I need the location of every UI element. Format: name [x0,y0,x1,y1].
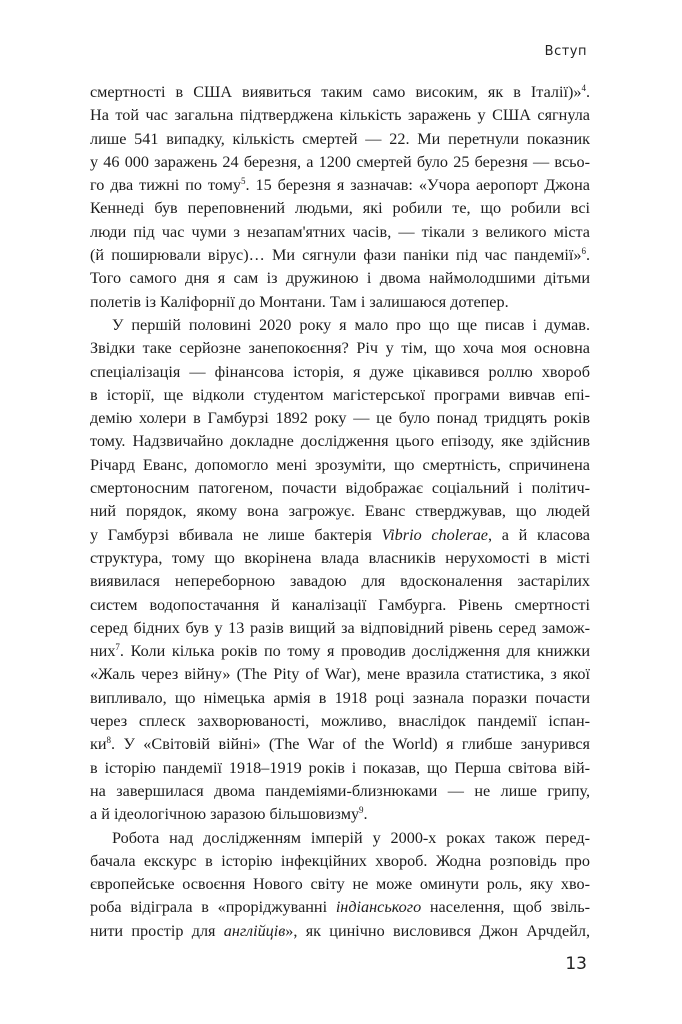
paragraph [90,827,590,943]
text-line: Звідки таке серйозне занепокоєння? Річ у тім, що хоча моя основна [90,339,590,358]
text-line: го два тижні по тому$^5$. 15 березня я зазначав: «Учора аеропорт Джона [90,176,590,195]
text-line: тому. Надзвичайно докладне дослідження цього епізоду, яке здійснив [90,432,590,451]
text-line: в історію пандемії 1918–1919 років і показав, що Перша світова вій- [90,758,590,777]
italic-term: Vibrio cholerae [381,525,488,544]
footnote-ref: 9 [359,805,364,816]
text-line: полетів із Каліфорнії до Монтани. Там і залишаюся дотепер. [90,292,509,311]
text-line: «Жаль через війну» (The Pity of War), мене вразила статистика, з якої [90,665,590,684]
text-line: бачала екскурс в історію інфекційних хвороб. Жодна розповідь про [90,851,590,870]
text-line: У першій половині 2020 року я мало про що ще писав і думав. [112,315,590,334]
text-line: роба відіграла в «проріджуванні індіанського населення, щоб звіль- [90,898,590,917]
text-line: на завершилася двома пандеміями-близнюками — не лише грипу, [90,781,590,800]
text-line: європейське освоєння Нового світу не може оминути роль, яку хво- [90,875,590,894]
footnote-ref: 4 [581,83,586,93]
text-line: них$^7$. Коли кілька років по тому я проводив дослідження для книжки [90,642,590,661]
text-line: смертності в США виявиться таким само високим, як в Італії)»$^4$. [90,83,590,101]
text-line: Робота над дослідженням імперій у 2000-х роках також перед- [112,828,590,847]
text-line: через сплеск захворюваності, можливо, внаслідок пандемії іспан- [90,712,590,731]
text-line: Того самого дня я сам із дружиною і двома наймолодшими дітьми [90,269,590,288]
text-line: Кеннеді був переповнений людьми, які робили те, що робили всі [90,199,590,218]
footnote-ref: 6 [581,246,586,257]
paragraph [90,314,590,827]
text-line: $ки^8$. У «Світовій війні» (The War of the World) я глибше занурився [90,735,590,754]
text-line: у 46 000 заражень 24 березня, а 1200 смертей було 25 березня — всьо- [90,152,590,171]
text-line: структура, тому що вкорінена влада власників нерухомості в місті [90,548,590,567]
text-line: спеціалізація — фінансова історія, я дуже цікавився роллю хвороб [90,362,590,381]
text-line: серед бідних був у 13 разів вищий за відповідний рівень серед замож- [90,618,590,637]
body-text [90,81,590,943]
text-line: в історії, ще відколи студентом магістерської програми вивчав епі- [90,385,590,404]
footnote-ref: 5 [240,176,246,187]
running-head: Вступ [544,44,587,59]
text-line: випливало, що німецька армія в 1918 році зазнала поразки почасти [90,688,590,707]
footnote-ref: 8 [106,735,112,746]
text-line: ний порядок, якому вона загрожує. Еванс стверджував, що людей [90,502,590,521]
text-line: а й ідеологічною заразою більшовизму$^9$. [90,805,368,824]
text-line: нити простір для англійців», як цинічно висловився Джон Арчдейл, [90,921,590,940]
footnote-ref: 7 [115,642,120,653]
italic-term: англійців [223,921,286,940]
text-line: демію холери в Гамбурзі 1892 року — це було понад тридцять років [90,409,590,428]
text-line: у Гамбурзі вбивала не лише бактерія Vibrio cholerae, а й класова [90,525,590,544]
text-line: люди під час чуми з незапам'ятних часів, — тікали з великого міста [90,222,590,241]
text-line: смертоносним патогеном, почасти відображає соціальний і політич- [90,479,590,498]
paragraph [90,81,590,314]
text-line: Річард Еванс, допомогло мені зрозуміти, що смертність, спричинена [90,455,590,474]
text-line: лише 541 випадку, кількість смертей — 22. Ми перетнули показник [90,129,590,148]
italic-term: індіанського [335,898,422,917]
text-line: На той час загальна підтверджена кількість заражень у США сягнула [90,106,590,125]
text-line: виявилася непереборною завадою для вдосконалення застарілих [90,572,590,591]
page-number: 13 [565,954,587,974]
text-line: (й поширювали вірус)… Ми сягнули фази паніки під час пандемії»$^6$. [90,246,590,265]
text-line: систем водопостачання й каналізації Гамбурга. Рівень смертності [90,595,590,614]
